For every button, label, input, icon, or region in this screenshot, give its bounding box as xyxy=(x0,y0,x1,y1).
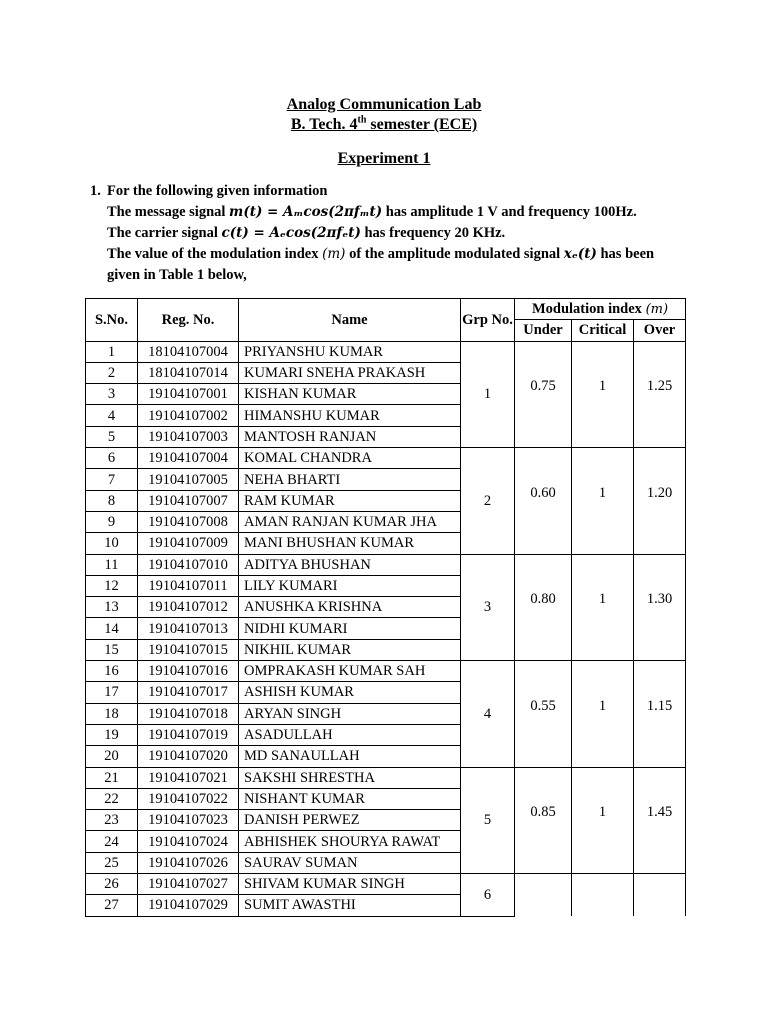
sno-cell: 24 xyxy=(86,831,138,852)
modulation-table xyxy=(85,298,686,917)
sno-cell: 12 xyxy=(86,575,138,596)
header-under: Under xyxy=(515,320,572,341)
sno-cell: 19 xyxy=(86,724,138,745)
reg-cell: 19104107012 xyxy=(138,597,239,618)
name-cell: ABHISHEK SHOURYA RAWAT xyxy=(239,831,461,852)
reg-cell: 19104107019 xyxy=(138,724,239,745)
sno-cell: 6 xyxy=(86,448,138,469)
question-intro: For the following given information xyxy=(107,183,328,199)
experiment-title: Experiment 1 xyxy=(337,150,431,167)
under-cell: 0.80 xyxy=(515,554,572,660)
sno-cell: 25 xyxy=(86,852,138,873)
reg-cell: 19104107007 xyxy=(138,490,239,511)
sno-cell: 17 xyxy=(86,682,138,703)
table-row xyxy=(86,341,686,362)
header-reg: Reg. No. xyxy=(138,299,239,342)
reg-cell: 19104107005 xyxy=(138,469,239,490)
course-sup: th xyxy=(357,114,367,126)
mod-post: has been xyxy=(596,246,655,262)
sno-cell: 10 xyxy=(86,533,138,554)
name-cell: ADITYA BHUSHAN xyxy=(239,554,461,575)
sno-cell: 3 xyxy=(86,384,138,405)
name-cell: SAKSHI SHRESTHA xyxy=(239,767,461,788)
reg-cell: 19104107029 xyxy=(138,895,239,916)
group-cell: 4 xyxy=(461,661,515,767)
table-row xyxy=(86,874,686,895)
group-cell: 6 xyxy=(461,874,515,917)
sno-cell: 18 xyxy=(86,703,138,724)
critical-cell: 1 xyxy=(572,767,634,873)
am-signal: xₑ(t) xyxy=(563,246,597,262)
name-cell: OMPRAKASH KUMAR SAH xyxy=(239,661,461,682)
over-cell: 1.20 xyxy=(634,448,686,554)
reg-cell: 19104107021 xyxy=(138,767,239,788)
sno-cell: 23 xyxy=(86,810,138,831)
name-cell: MD SANAULLAH xyxy=(239,746,461,767)
sno-cell: 14 xyxy=(86,618,138,639)
reg-cell: 19104107003 xyxy=(138,426,239,447)
header-name: Name xyxy=(239,299,461,342)
reg-cell: 19104107010 xyxy=(138,554,239,575)
msg-post: has amplitude 1 V and frequency 100Hz. xyxy=(382,204,637,220)
sno-cell: 13 xyxy=(86,597,138,618)
table-row xyxy=(86,661,686,682)
course-title xyxy=(0,115,768,135)
name-cell: MANI BHUSHAN KUMAR xyxy=(239,533,461,554)
name-cell: AMAN RANJAN KUMAR JHA xyxy=(239,511,461,532)
header-grp: Grp No. xyxy=(461,299,515,342)
car-pre: The carrier signal xyxy=(107,225,222,241)
name-cell: MANTOSH RANJAN xyxy=(239,426,461,447)
name-cell: KOMAL CHANDRA xyxy=(239,448,461,469)
name-cell: ASHISH KUMAR xyxy=(239,682,461,703)
reg-cell: 19104107022 xyxy=(138,788,239,809)
mod-pre: The value of the modulation index xyxy=(107,246,323,262)
reg-cell: 19104107020 xyxy=(138,746,239,767)
reg-cell: 19104107001 xyxy=(138,384,239,405)
reg-cell: 19104107008 xyxy=(138,511,239,532)
group-cell: 2 xyxy=(461,448,515,554)
over-cell: 1.25 xyxy=(634,341,686,447)
mod-symbol: (m) xyxy=(322,246,346,262)
mod-index-line-2: given in Table 1 below, xyxy=(107,267,247,283)
sno-cell: 4 xyxy=(86,405,138,426)
reg-cell: 18104107004 xyxy=(138,341,239,362)
name-cell: SUMIT AWASTHI xyxy=(239,895,461,916)
table-row xyxy=(86,554,686,575)
sno-cell: 16 xyxy=(86,661,138,682)
over-cell: 1.45 xyxy=(634,767,686,873)
sno-cell: 8 xyxy=(86,490,138,511)
reg-cell: 19104107002 xyxy=(138,405,239,426)
sno-cell: 26 xyxy=(86,874,138,895)
under-cell: 0.75 xyxy=(515,341,572,447)
sno-cell: 22 xyxy=(86,788,138,809)
course-post: semester (ECE) xyxy=(366,116,478,133)
name-cell: DANISH PERWEZ xyxy=(239,810,461,831)
name-cell: HIMANSHU KUMAR xyxy=(239,405,461,426)
carrier-formula: c(t) = Aₑcos(2πfₑt) xyxy=(221,225,361,241)
sno-cell: 11 xyxy=(86,554,138,575)
group-cell: 3 xyxy=(461,554,515,660)
message-signal-line xyxy=(90,202,690,223)
name-cell: LILY KUMARI xyxy=(239,575,461,596)
critical-cell: 1 xyxy=(572,661,634,767)
reg-cell: 19104107015 xyxy=(138,639,239,660)
under-cell: 0.60 xyxy=(515,448,572,554)
name-cell: NISHANT KUMAR xyxy=(239,788,461,809)
reg-cell: 19104107013 xyxy=(138,618,239,639)
name-cell: ASADULLAH xyxy=(239,724,461,745)
over-cell: 1.30 xyxy=(634,554,686,660)
sno-cell: 21 xyxy=(86,767,138,788)
under-cell: 0.85 xyxy=(515,767,572,873)
reg-cell: 19104107016 xyxy=(138,661,239,682)
reg-cell: 19104107027 xyxy=(138,874,239,895)
header-sno: S.No. xyxy=(86,299,138,342)
header-mod-index xyxy=(515,299,686,320)
reg-cell: 19104107026 xyxy=(138,852,239,873)
name-cell: ANUSHKA KRISHNA xyxy=(239,597,461,618)
reg-cell: 19104107024 xyxy=(138,831,239,852)
mod-index-line xyxy=(90,244,690,265)
header-over: Over xyxy=(634,320,686,341)
under-cell xyxy=(515,874,572,917)
name-cell: NEHA BHARTI xyxy=(239,469,461,490)
msg-pre: The message signal xyxy=(107,204,230,220)
header-critical: Critical xyxy=(572,320,634,341)
name-cell: NIDHI KUMARI xyxy=(239,618,461,639)
table-row xyxy=(86,448,686,469)
sno-cell: 7 xyxy=(86,469,138,490)
sno-cell: 1 xyxy=(86,341,138,362)
critical-cell: 1 xyxy=(572,554,634,660)
critical-cell: 1 xyxy=(572,448,634,554)
name-cell: KUMARI SNEHA PRAKASH xyxy=(239,362,461,383)
reg-cell: 19104107011 xyxy=(138,575,239,596)
reg-cell: 19104107017 xyxy=(138,682,239,703)
mod-index-symbol: (m) xyxy=(645,301,669,317)
name-cell: RAM KUMAR xyxy=(239,490,461,511)
under-cell: 0.55 xyxy=(515,661,572,767)
reg-cell: 19104107009 xyxy=(138,533,239,554)
sno-cell: 27 xyxy=(86,895,138,916)
sno-cell: 2 xyxy=(86,362,138,383)
critical-cell xyxy=(572,874,634,917)
mod-mid: of the amplitude modulated signal xyxy=(345,246,564,262)
course-pre: B. Tech. 4 xyxy=(290,116,358,133)
car-post: has frequency 20 KHz. xyxy=(360,225,506,241)
reg-cell: 19104107023 xyxy=(138,810,239,831)
table-body xyxy=(86,341,686,916)
name-cell: PRIYANSHU KUMAR xyxy=(239,341,461,362)
over-cell xyxy=(634,874,686,917)
name-cell: SHIVAM KUMAR SINGH xyxy=(239,874,461,895)
group-cell: 1 xyxy=(461,341,515,447)
lab-title: Analog Communication Lab xyxy=(286,96,482,113)
critical-cell: 1 xyxy=(572,341,634,447)
reg-cell: 18104107014 xyxy=(138,362,239,383)
name-cell: SAURAV SUMAN xyxy=(239,852,461,873)
mod-index-label: Modulation index xyxy=(531,300,646,317)
sno-cell: 20 xyxy=(86,746,138,767)
table-row xyxy=(86,767,686,788)
carrier-signal-line xyxy=(90,223,690,244)
name-cell: ARYAN SINGH xyxy=(239,703,461,724)
name-cell: NIKHIL KUMAR xyxy=(239,639,461,660)
question-number: 1. xyxy=(90,183,101,199)
reg-cell: 19104107004 xyxy=(138,448,239,469)
group-cell: 5 xyxy=(461,767,515,873)
name-cell: KISHAN KUMAR xyxy=(239,384,461,405)
sno-cell: 5 xyxy=(86,426,138,447)
message-formula: m(t) = Aₘcos(2πfₘt) xyxy=(229,204,383,220)
over-cell: 1.15 xyxy=(634,661,686,767)
question-1 xyxy=(90,181,690,286)
reg-cell: 19104107018 xyxy=(138,703,239,724)
sno-cell: 15 xyxy=(86,639,138,660)
sno-cell: 9 xyxy=(86,511,138,532)
